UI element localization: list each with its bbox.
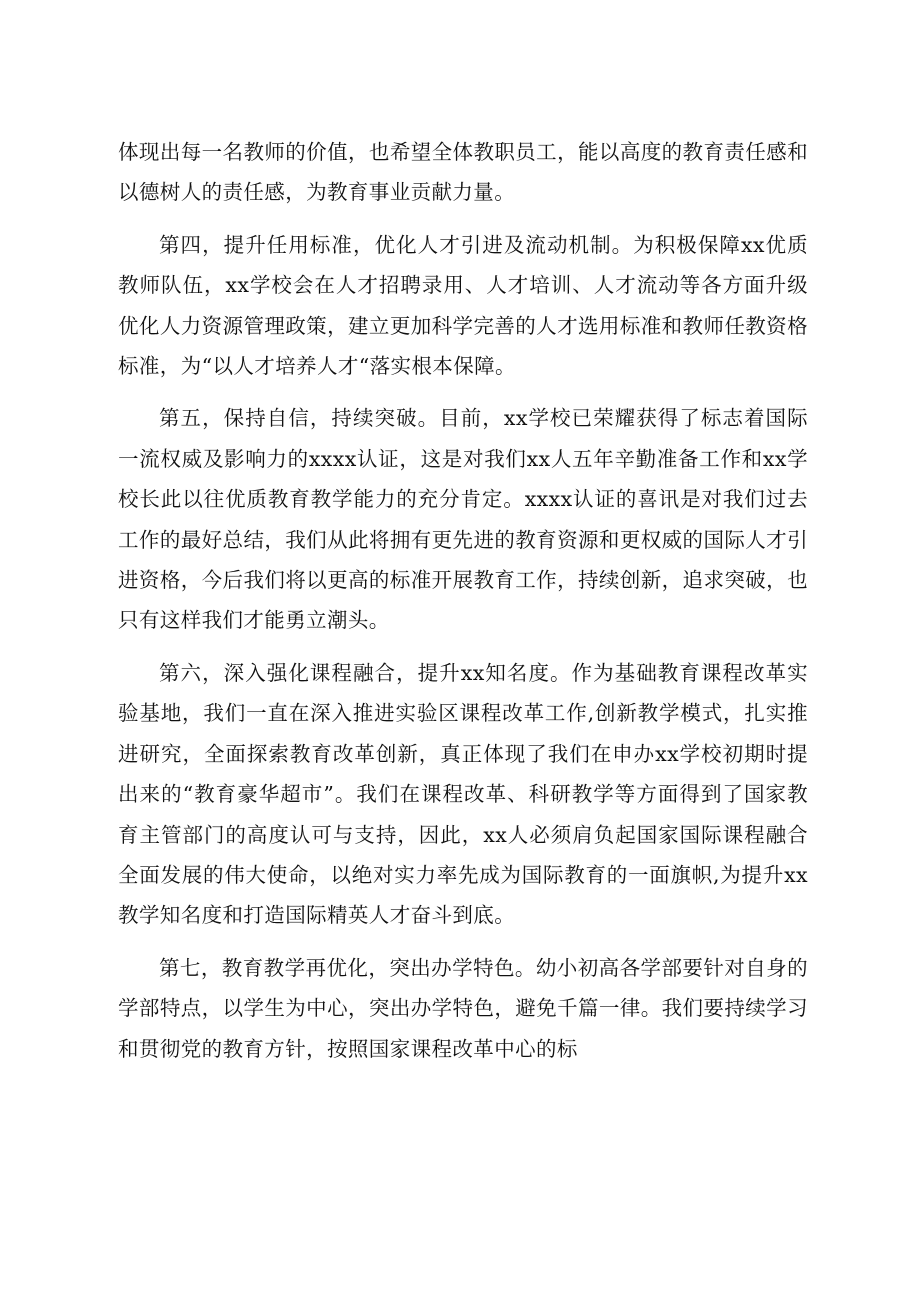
paragraph-sixth-point: 第六，深入强化课程融合，提升xx知名度。作为基础教育课程改革实验基地，我们一直在深入推进实验区课程改革工作,创新教学模式，扎实推进研究，全面探索教育改革创新，真正体现了我们在申办xx学校初期时提出来的“教育豪华超市”。我们在课程改革、科研教学等方面得到了国家教育主管部门的高度认可与支持，因此，xx人必须肩负起国家国际课程融合全面发展的伟大使命，以绝对实力率先成为国际教育的一面旗帜,为提升xx教学知名度和打造国际精英人才奋斗到底。 (118, 660, 808, 928)
document-body (118, 132, 808, 1081)
paragraph-seventh-point: 第七，教育教学再优化，突出办学特色。幼小初高各学部要针对自身的学部特点，以学生为中心，突出办学特色，避免千篇一律。我们要持续学习和贯彻党的教育方针，按照国家课程改革中心的标 (118, 955, 808, 1061)
paragraph-fourth-point: 第四，提升任用标准，优化人才引进及流动机制。为积极保障xx优质教师队伍，xx学校会在人才招聘录用、人才培训、人才流动等各方面升级优化人力资源管理政策，建立更加科学完善的人才选用标准和教师任教资格标准，为“以人才培养人才“落实根本保障。 (118, 232, 808, 379)
paragraph-fifth-point: 第五，保持自信，持续突破。目前，xx学校已荣耀获得了标志着国际一流权威及影响力的xxxx认证，这是对我们xx人五年辛勤准备工作和xx学校长此以往优质教育教学能力的充分肯定。xxxx认证的喜讯是对我们过去工作的最好总结，我们从此将拥有更先进的教育资源和更权威的国际人才引进资格，今后我们将以更高的标准开展教育工作，持续创新，追求突破，也只有这样我们才能勇立潮头。 (118, 406, 808, 633)
paragraph-continuation: 体现出每一名教师的价值，也希望全体教职员工，能以高度的教育责任感和以德树人的责任感，为教育事业贡献力量。 (118, 140, 808, 205)
